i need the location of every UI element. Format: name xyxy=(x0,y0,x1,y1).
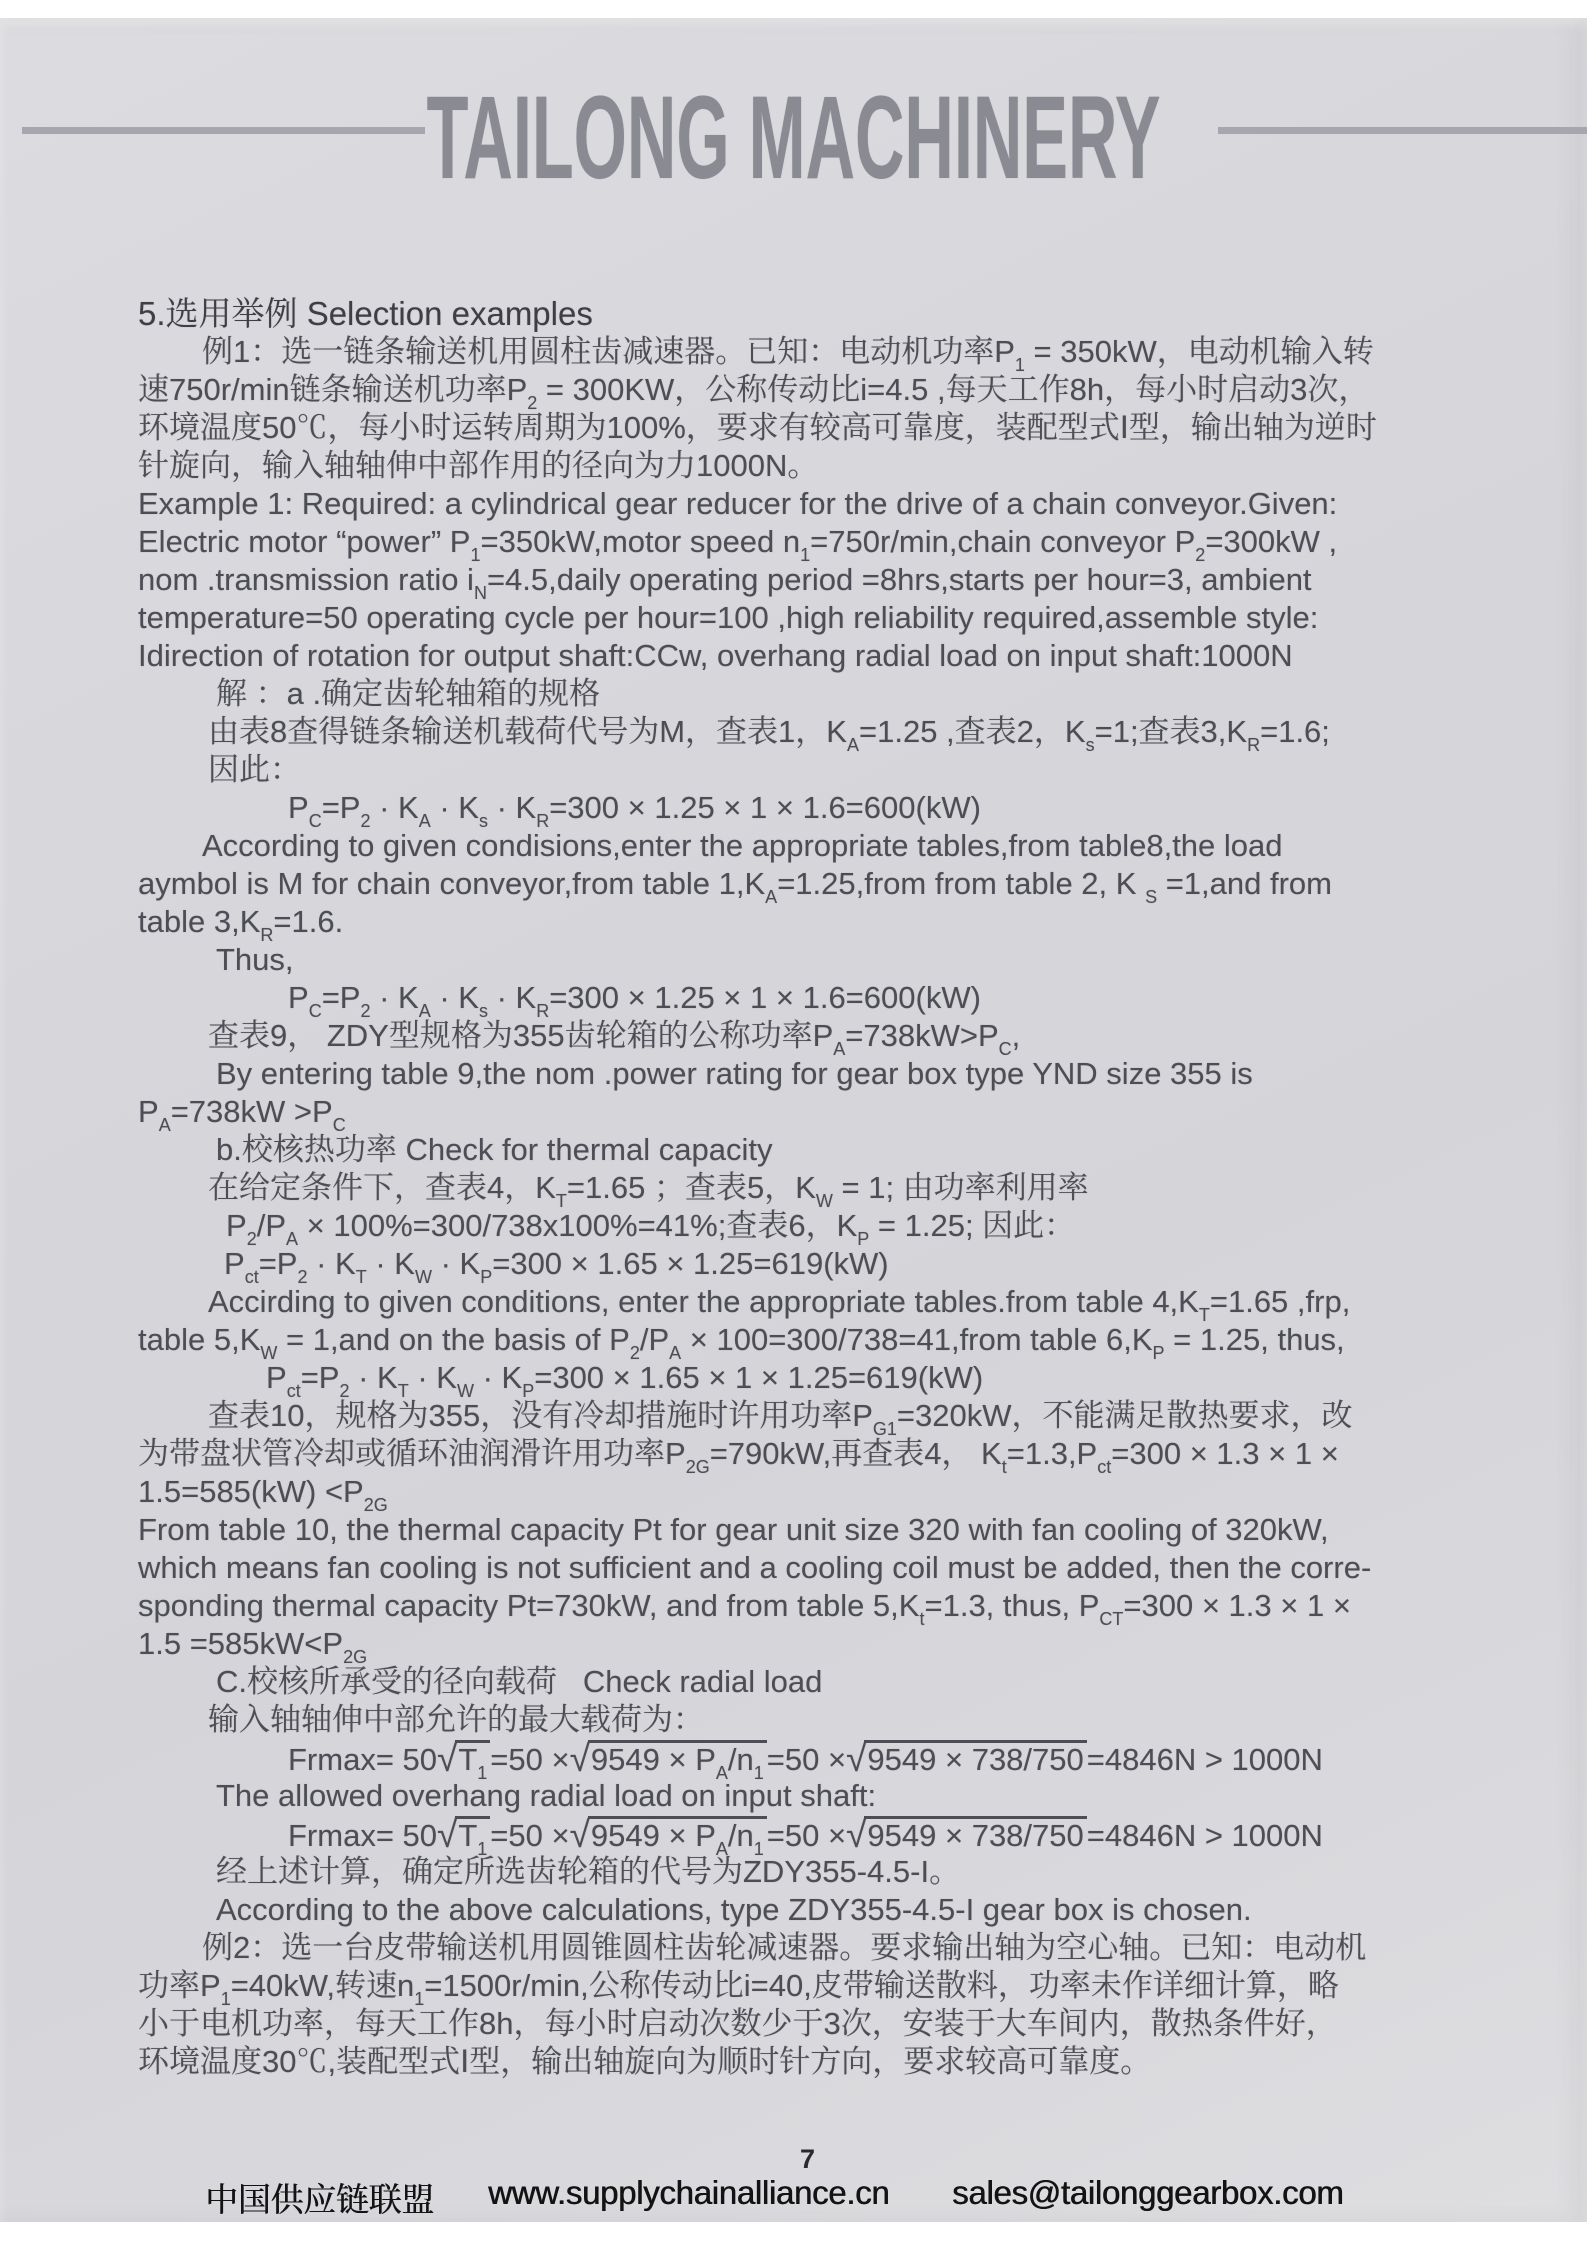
subscript: 1 xyxy=(477,1839,488,1859)
subscript: 1 xyxy=(800,545,811,565)
subscript: t xyxy=(919,1609,925,1629)
text-segment: =1.3,P xyxy=(1006,1436,1098,1471)
subscript: A xyxy=(286,1229,299,1249)
text-line xyxy=(138,1701,1448,1739)
text-segment: · K xyxy=(487,790,537,825)
text-segment: =1500r/min,公称传动比i=40,皮带输送散料，功率未作详细计算，略 xyxy=(424,1968,1339,2003)
sqrt-radicand xyxy=(864,1740,1086,1776)
text-segment: P xyxy=(224,1246,245,1281)
text-segment: × 100%=300/738x100%=41%;查表6，K xyxy=(298,1208,858,1243)
page-number: 7 xyxy=(800,2144,816,2174)
text-segment: /n xyxy=(727,1818,754,1853)
text-segment: 环境温度50℃，每小时运转周期为100%，要求有较高可靠度，装配型式Ⅰ型，输出轴为逆时 xyxy=(138,410,1377,445)
subscript: 2G xyxy=(343,1647,368,1667)
text-segment: 功率P xyxy=(138,1968,221,2003)
text-line xyxy=(138,751,1448,789)
subscript: ct xyxy=(286,1381,301,1401)
sqrt-symbol: √ xyxy=(569,1738,588,1779)
text-segment: =1.65 ,frp, xyxy=(1209,1284,1351,1319)
subscript: 1 xyxy=(753,1839,764,1859)
text-segment: 小于电机功率，每天工作8h，每小时启动次数少于3次，安装于大车间内，散热条件好， xyxy=(138,2006,1337,2041)
subscript: 2 xyxy=(246,1229,257,1249)
text-segment: 例1：选一链条输送机用圆柱齿减速器。已知：电动机功率P xyxy=(202,334,1015,369)
text-segment: =P xyxy=(321,980,361,1015)
text-segment: 1.5=585(kW) <P xyxy=(138,1474,364,1509)
text-segment: =750r/min,chain conveyor P xyxy=(810,524,1196,559)
text-segment: =1;查表3,K xyxy=(1094,714,1248,749)
text-segment: C.校核所承受的径向载荷 Check radial load xyxy=(216,1664,823,1699)
subscript: C xyxy=(998,1039,1012,1059)
text-line xyxy=(138,1245,1448,1287)
text-segment: = 1.25, thus, xyxy=(1164,1322,1345,1357)
text-segment: · K xyxy=(370,790,419,825)
subscript: T xyxy=(355,1267,367,1287)
sqrt-radicand xyxy=(455,1816,490,1859)
text-segment: Electric motor “power” P xyxy=(138,524,471,559)
sqrt-radicand xyxy=(864,1816,1086,1852)
text-segment: Accirding to given conditions, enter the appropriate tables.from table 4,K xyxy=(208,1284,1199,1319)
sqrt-radicand xyxy=(588,1740,767,1783)
footer-email: sales@tailonggearbox.com xyxy=(952,2174,1344,2211)
text-segment: 解 ：a .确定齿轮轴箱的规格 xyxy=(216,676,601,711)
subscript: T xyxy=(555,1191,567,1211)
subscript: A xyxy=(715,1839,728,1859)
text-line xyxy=(138,1929,1448,1967)
text-segment: =1,and from xyxy=(1157,866,1332,901)
text-segment: Thus, xyxy=(216,942,294,977)
subscript: A xyxy=(418,811,431,831)
text-segment: From table 10, the thermal capacity Pt for gear unit size 320 with fan cooling of 320kW, xyxy=(138,1512,1329,1547)
subscript: 1 xyxy=(477,1763,488,1783)
text-segment: =4846N > 1000N xyxy=(1086,1742,1323,1777)
text-segment: Frmax= 50 xyxy=(288,1818,438,1853)
text-segment: =50 × xyxy=(766,1742,847,1777)
text-segment: =1.25,from from table 2, K xyxy=(777,866,1146,901)
text-line xyxy=(138,789,1448,831)
text-segment: =1.6. xyxy=(273,904,344,939)
subscript: R xyxy=(536,1001,550,1021)
text-segment: =300 × 1.25 × 1 × 1.6=600(kW) xyxy=(549,790,981,825)
subscript: N xyxy=(473,583,487,603)
text-segment: 查表9， ZDY型规格为355齿轮箱的公称功率P xyxy=(208,1018,834,1053)
text-segment: =P xyxy=(321,790,361,825)
text-segment: 由表8查得链条输送机载荷代号为M，查表1，K xyxy=(208,714,847,749)
subscript: 2 xyxy=(339,1381,350,1401)
sqrt-symbol: √ xyxy=(569,1814,588,1855)
text-segment: =300 × 1.65 × 1 × 1.25=619(kW) xyxy=(534,1360,984,1395)
text-segment: · K xyxy=(473,1360,523,1395)
text-line xyxy=(138,1093,1448,1135)
text-line xyxy=(138,1397,1448,1439)
text-line xyxy=(138,599,1448,637)
subscript: P xyxy=(522,1381,535,1401)
body-text xyxy=(138,295,1448,2081)
text-line xyxy=(138,1055,1448,1093)
text-segment: =300 × 1.3 × 1 × xyxy=(1123,1588,1351,1623)
text-segment: =P xyxy=(300,1360,340,1395)
text-segment: =4.5,daily operating period =8hrs,starts per hour=3, ambient xyxy=(486,562,1312,597)
subscript: T xyxy=(397,1381,409,1401)
subscript: 2 xyxy=(527,393,538,413)
subscript: R xyxy=(536,811,550,831)
text-line xyxy=(138,713,1448,755)
text-segment: · K xyxy=(430,980,479,1015)
text-line xyxy=(138,1321,1448,1363)
subscript: A xyxy=(158,1115,171,1135)
text-line xyxy=(138,637,1448,675)
footer-organization: 中国供应链联盟 xyxy=(205,2181,434,2218)
text-segment: temperature=50 operating cycle per hour=100 ,high reliability required,assemble style: xyxy=(138,600,1319,635)
text-segment: = 350kW，电动机输入转 xyxy=(1024,334,1374,369)
text-segment: P xyxy=(288,790,309,825)
text-segment: = 1,and on the basis of P xyxy=(277,1322,630,1357)
text-line xyxy=(138,1967,1448,2009)
text-segment: 为带盘状管冷却或循环油润滑许用功率P xyxy=(138,1436,686,1471)
subscript: 1 xyxy=(470,545,481,565)
subscript: 1 xyxy=(220,1989,231,2009)
subscript: W xyxy=(414,1267,432,1287)
text-segment: 9549 × 738/750 xyxy=(867,1742,1084,1777)
text-line xyxy=(138,1435,1448,1477)
text-segment: × 100=300/738=41,from table 6,K xyxy=(681,1322,1153,1357)
text-line xyxy=(138,979,1448,1021)
subscript: A xyxy=(833,1039,846,1059)
text-segment: b.校核热功率 Check for thermal capacity xyxy=(216,1132,773,1167)
text-segment: 9549 × P xyxy=(590,1742,716,1777)
text-segment: aymbol is M for chain conveyor,from table 1,K xyxy=(138,866,766,901)
text-segment: /n xyxy=(727,1742,754,1777)
text-segment: =1.3, thus, P xyxy=(924,1588,1100,1623)
text-segment: · K xyxy=(366,1246,415,1281)
text-segment: 在给定条件下，查表4，K xyxy=(208,1170,556,1205)
text-line xyxy=(138,1473,1448,1515)
text-segment: The allowed overhang radial load on input shaft: xyxy=(216,1778,877,1813)
subscript: 2 xyxy=(360,811,371,831)
text-segment: =300 × 1.3 × 1 × xyxy=(1111,1436,1339,1471)
text-segment: 经上述计算，确定所选齿轮箱的代号为ZDY355-4.5-I。 xyxy=(216,1854,961,1889)
text-segment: /P xyxy=(639,1322,670,1357)
text-segment: = 300KW，公称传动比i=4.5 ,每天工作8h，每小时启动3次， xyxy=(537,372,1370,407)
subscript: G1 xyxy=(872,1419,897,1439)
text-segment: = 1; 由功率利用率 xyxy=(832,1170,1089,1205)
subscript: s xyxy=(478,1001,488,1021)
text-segment: =790kW,再查表4， K xyxy=(709,1436,1002,1471)
text-segment: P xyxy=(226,1208,247,1243)
text-segment: 针旋向，输入轴轴伸中部作用的径向为力1000N。 xyxy=(138,448,819,483)
text-segment: =300 × 1.65 × 1.25=619(kW) xyxy=(492,1246,889,1281)
text-line xyxy=(138,447,1448,485)
subscript: CT xyxy=(1099,1609,1124,1629)
subscript: 2G xyxy=(685,1457,710,1477)
text-line xyxy=(138,675,1448,713)
text-segment: table 3,K xyxy=(138,904,261,939)
text-segment: 9549 × 738/750 xyxy=(867,1818,1084,1853)
text-segment: 例2：选一台皮带输送机用圆锥圆柱齿轮减速器。要求输出轴为空心轴。已知：电动机 xyxy=(202,1930,1367,1965)
text-segment: =1.6; xyxy=(1260,714,1330,749)
subscript: W xyxy=(260,1343,278,1363)
section-title xyxy=(138,295,1448,333)
text-line xyxy=(138,1625,1448,1667)
text-line xyxy=(138,2043,1448,2081)
text-segment: 5.选用举例 Selection examples xyxy=(138,295,593,332)
text-segment: According to given condisions,enter the appropriate tables,from table8,the load xyxy=(202,828,1283,863)
text-segment: nom .transmission ratio i xyxy=(138,562,474,597)
text-segment: =50 × xyxy=(766,1818,847,1853)
subscript: 1 xyxy=(414,1989,425,2009)
subscript: S xyxy=(1145,887,1158,907)
subscript: W xyxy=(815,1191,833,1211)
text-segment: · K xyxy=(487,980,537,1015)
subscript: W xyxy=(456,1381,474,1401)
text-line xyxy=(138,485,1448,523)
text-segment: sponding thermal capacity Pt=730kW, and from table 5,K xyxy=(138,1588,920,1623)
text-segment: =40kW,转速n xyxy=(230,1968,415,2003)
subscript: A xyxy=(715,1763,728,1783)
subscript: P xyxy=(1152,1343,1165,1363)
text-line xyxy=(138,409,1448,447)
footer-website: www.supplychainalliance.cn xyxy=(488,2174,890,2211)
text-segment: Frmax= 50 xyxy=(288,1742,438,1777)
subscript: 1 xyxy=(753,1763,764,1783)
text-segment: =1.65 ；查表5，K xyxy=(566,1170,816,1205)
text-segment: Example 1: Required: a cylindrical gear reducer for the drive of a chain conveyor.Given: xyxy=(138,486,1338,521)
text-line xyxy=(138,1207,1448,1249)
subscript: P xyxy=(480,1267,493,1287)
text-line xyxy=(138,1017,1448,1059)
text-line xyxy=(138,1738,1448,1783)
text-line xyxy=(138,1549,1448,1587)
text-segment: =738kW >P xyxy=(170,1094,333,1129)
subscript: R xyxy=(1247,735,1261,755)
subscript: ct xyxy=(244,1267,259,1287)
text-line xyxy=(138,1814,1448,1859)
text-line xyxy=(138,1131,1448,1169)
subscript: 1 xyxy=(1014,355,1025,375)
text-segment: 输入轴轴伸中部允许的最大载荷为： xyxy=(208,1702,704,1737)
top-margin xyxy=(0,0,1587,18)
text-segment: 1.5 =585kW<P xyxy=(138,1626,344,1661)
subscript: C xyxy=(308,1001,322,1021)
subscript: 2 xyxy=(1195,545,1206,565)
text-segment: 因此： xyxy=(208,752,301,787)
text-segment: table 5,K xyxy=(138,1322,261,1357)
sqrt-radicand xyxy=(455,1740,490,1783)
text-segment: P xyxy=(138,1094,159,1129)
subscript: 2 xyxy=(360,1001,371,1021)
text-line xyxy=(138,333,1448,375)
text-line xyxy=(138,2005,1448,2043)
text-segment: =50 × xyxy=(490,1742,570,1777)
text-segment: According to the above calculations, type ZDY355-4.5-I gear box is chosen. xyxy=(216,1892,1252,1927)
subscript: A xyxy=(765,887,778,907)
text-segment: =350kW,motor speed n xyxy=(480,524,801,559)
text-segment: T xyxy=(458,1818,478,1853)
text-segment: · K xyxy=(370,980,419,1015)
text-segment: =300kW , xyxy=(1205,524,1338,559)
subscript: 2 xyxy=(297,1267,308,1287)
text-segment: =P xyxy=(258,1246,298,1281)
subscript: P xyxy=(857,1229,870,1249)
text-line xyxy=(138,1511,1448,1549)
text-line xyxy=(138,561,1448,603)
text-segment: · K xyxy=(408,1360,457,1395)
text-segment: P xyxy=(266,1360,287,1395)
subscript: A xyxy=(418,1001,431,1021)
subscript: ct xyxy=(1097,1457,1112,1477)
text-line xyxy=(138,865,1448,907)
masthead-title: TAILONG MACHINERY xyxy=(426,72,1161,204)
text-segment: T xyxy=(458,1742,478,1777)
text-segment: =50 × xyxy=(490,1818,570,1853)
subscript: t xyxy=(1001,1457,1007,1477)
text-line xyxy=(138,941,1448,979)
text-line xyxy=(138,523,1448,565)
subscript: 2 xyxy=(629,1343,640,1363)
bottom-margin xyxy=(0,2222,1587,2245)
subscript: 2G xyxy=(363,1495,388,1515)
text-segment: · K xyxy=(349,1360,398,1395)
sqrt-radicand xyxy=(588,1816,767,1859)
text-segment: which means fan cooling is not sufficient and a cooling coil must be added, then the corre- xyxy=(138,1550,1372,1585)
text-segment: · K xyxy=(307,1246,356,1281)
subscript: R xyxy=(260,925,274,945)
text-segment: , xyxy=(1011,1018,1021,1053)
text-line xyxy=(138,1891,1448,1929)
subscript: T xyxy=(1198,1305,1210,1325)
sqrt-symbol: √ xyxy=(437,1738,456,1779)
text-segment: · K xyxy=(430,790,479,825)
text-segment: =738kW>P xyxy=(845,1018,999,1053)
text-segment: 环境温度30℃,装配型式Ⅰ型，输出轴旋向为顺时针方向，要求较高可靠度。 xyxy=(138,2044,1152,2079)
subscript: s xyxy=(1085,735,1095,755)
subscript: A xyxy=(669,1343,682,1363)
sqrt-symbol: √ xyxy=(846,1738,865,1779)
text-segment: =320kW，不能满足散热要求，改 xyxy=(896,1398,1353,1433)
text-line xyxy=(138,371,1448,413)
text-segment: =300 × 1.25 × 1 × 1.6=600(kW) xyxy=(549,980,981,1015)
text-line xyxy=(138,827,1448,865)
text-segment: 查表10，规格为355，没有冷却措施时许用功率P xyxy=(208,1398,873,1433)
text-segment: Idirection of rotation for output shaft:CCw, overhang radial load on input shaft:1000N xyxy=(138,638,1293,673)
text-segment: By entering table 9,the nom .power rating for gear box type YND size 355 is xyxy=(216,1056,1253,1091)
text-segment: =1.25 ,查表2，K xyxy=(859,714,1086,749)
text-segment: P xyxy=(288,980,309,1015)
text-segment: 9549 × P xyxy=(590,1818,716,1853)
text-line xyxy=(138,1853,1448,1891)
text-line xyxy=(138,1777,1448,1815)
text-segment: =4846N > 1000N xyxy=(1086,1818,1323,1853)
sqrt-symbol: √ xyxy=(437,1814,456,1855)
text-segment: /P xyxy=(256,1208,286,1243)
subscript: C xyxy=(332,1115,346,1135)
text-line xyxy=(138,1169,1448,1211)
masthead-title-wrap xyxy=(0,72,1587,204)
subscript: s xyxy=(478,811,488,831)
text-segment: 速750r/min链条输送机功率P xyxy=(138,372,528,407)
text-line xyxy=(138,1663,1448,1701)
text-segment: = 1.25; 因此： xyxy=(869,1208,1076,1243)
subscript: C xyxy=(308,811,322,831)
text-line xyxy=(138,1283,1448,1325)
text-line xyxy=(138,903,1448,945)
sqrt-symbol: √ xyxy=(846,1814,865,1855)
subscript: A xyxy=(846,735,859,755)
text-line xyxy=(138,1359,1448,1401)
text-line xyxy=(138,1587,1448,1629)
text-segment: · K xyxy=(431,1246,481,1281)
